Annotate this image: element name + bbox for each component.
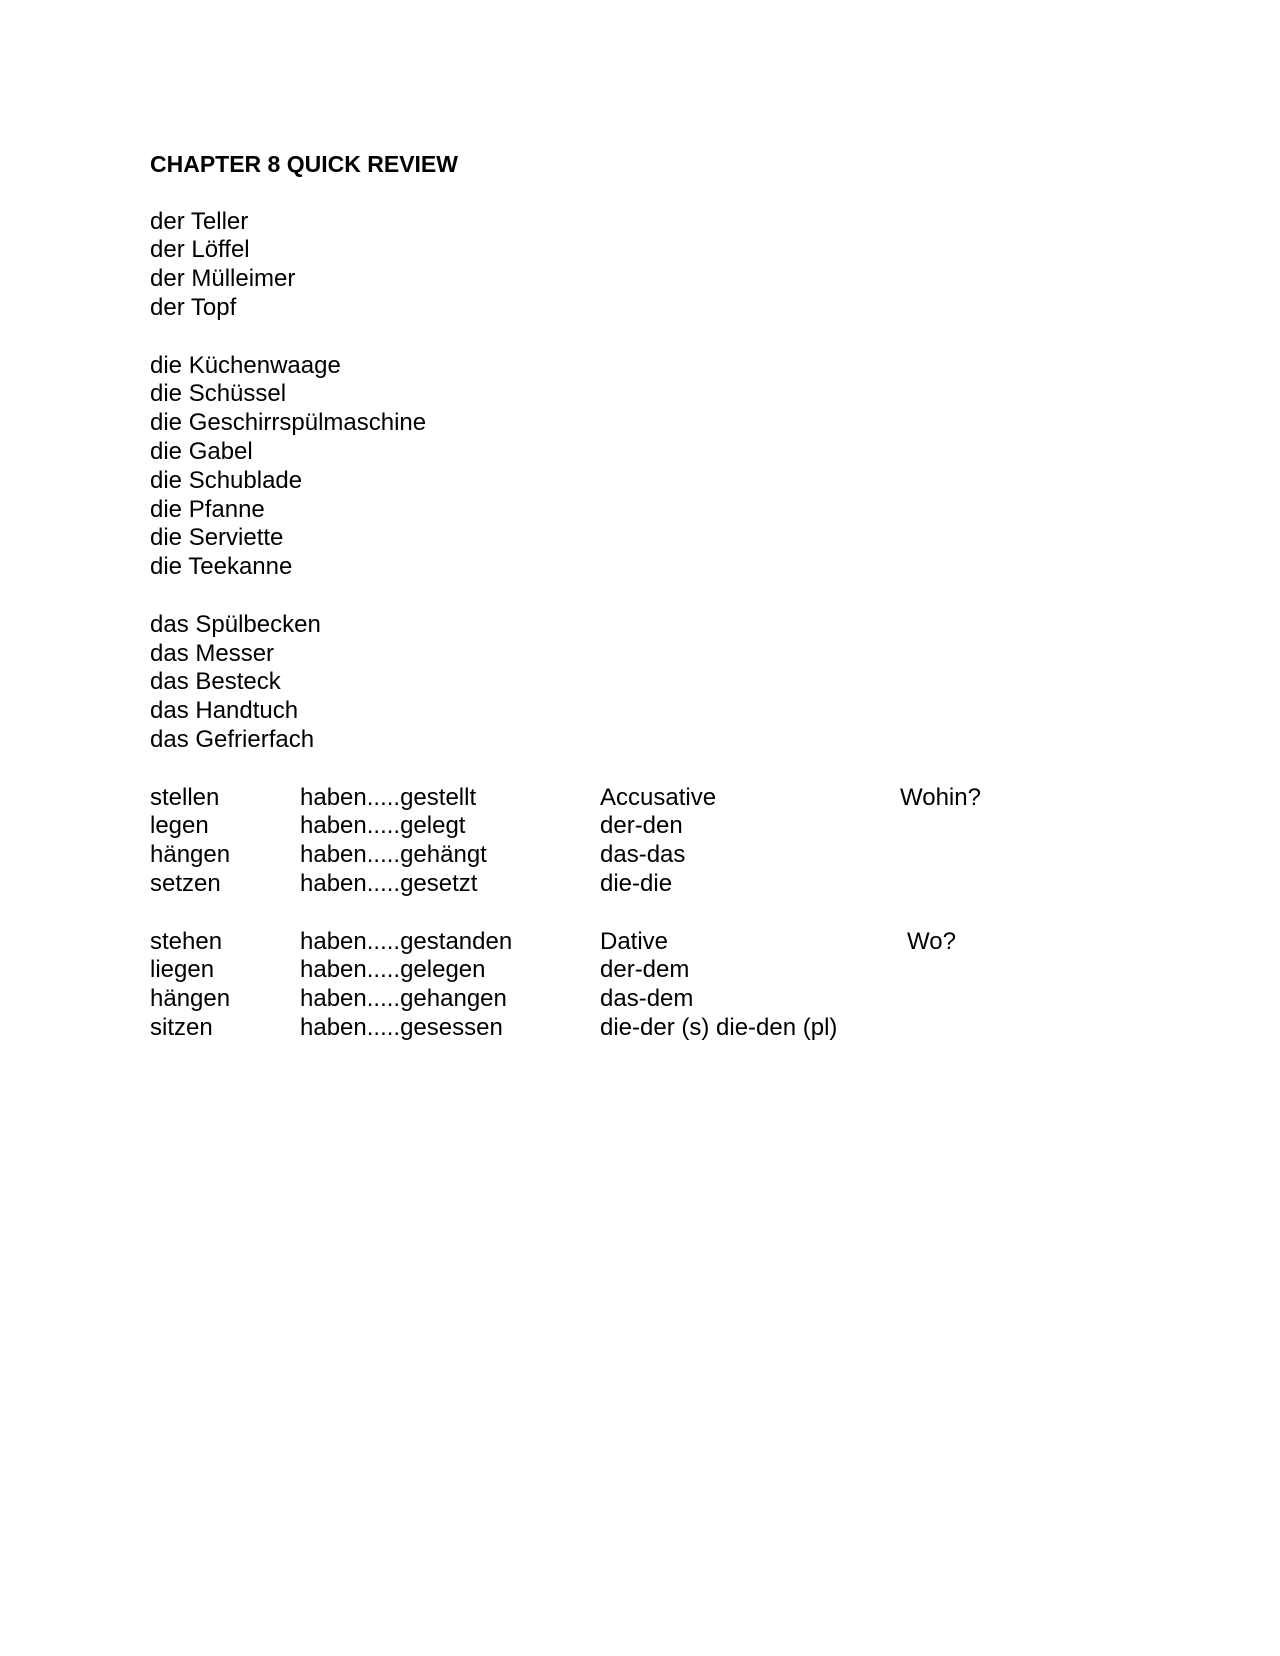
table-row xyxy=(150,841,1050,870)
table-row xyxy=(150,870,1050,899)
verb-cell: liegen xyxy=(150,956,215,984)
question-cell xyxy=(900,870,1050,899)
verb-cell: stehen xyxy=(150,927,223,955)
verb-cell: setzen xyxy=(150,869,221,897)
masculine-noun-list xyxy=(150,208,1150,323)
list-item: das Handtuch xyxy=(150,697,299,725)
verb-cell: hängen xyxy=(150,985,231,1013)
accusative-verb-table xyxy=(150,784,1050,899)
case-cell: Accusative xyxy=(600,783,717,811)
list-item: die Schüssel xyxy=(150,380,287,408)
table-row xyxy=(150,956,1057,985)
list-item: der Topf xyxy=(150,293,237,321)
question-cell xyxy=(900,841,1050,870)
list-item: der Mülleimer xyxy=(150,265,296,293)
perfect-cell: haben.....gestellt xyxy=(300,783,477,811)
verb-cell: stellen xyxy=(150,783,220,811)
case-cell: das-dem xyxy=(600,985,694,1013)
question-cell: Wohin? xyxy=(900,783,981,811)
feminine-noun-list xyxy=(150,352,1150,582)
list-item: die Küchenwaage xyxy=(150,351,341,379)
neuter-noun-list xyxy=(150,611,1150,755)
table-row xyxy=(150,812,1050,841)
list-item: die Geschirrspülmaschine xyxy=(150,409,427,437)
list-item: die Serviette xyxy=(150,524,284,552)
list-item: das Besteck xyxy=(150,668,281,696)
list-item: das Spülbecken xyxy=(150,610,321,638)
table-row xyxy=(150,985,1057,1014)
verb-cell: sitzen xyxy=(150,1013,213,1041)
perfect-cell: haben.....gesetzt xyxy=(300,869,478,897)
perfect-cell: haben.....gelegt xyxy=(300,812,466,840)
question-cell xyxy=(900,1014,1057,1043)
list-item: die Gabel xyxy=(150,437,253,465)
case-cell: der-dem xyxy=(600,956,690,984)
perfect-cell: haben.....gesessen xyxy=(300,1013,503,1041)
table-row xyxy=(150,784,1050,813)
document-page xyxy=(150,150,1150,1043)
table-row xyxy=(150,928,1057,957)
perfect-cell: haben.....gehängt xyxy=(300,841,487,869)
list-item: das Gefrierfach xyxy=(150,725,315,753)
question-cell xyxy=(900,956,1057,985)
case-cell: Dative xyxy=(600,927,669,955)
perfect-cell: haben.....gestanden xyxy=(300,927,513,955)
dative-verb-table xyxy=(150,928,1057,1043)
case-cell: die-der (s) die-den (pl) xyxy=(600,1013,838,1041)
table-row xyxy=(150,1014,1057,1043)
verb-cell: hängen xyxy=(150,841,231,869)
question-cell xyxy=(900,985,1057,1014)
list-item: der Löffel xyxy=(150,236,250,264)
verb-cell: legen xyxy=(150,812,209,840)
list-item: die Pfanne xyxy=(150,495,265,523)
perfect-cell: haben.....gelegen xyxy=(300,956,486,984)
page-title: CHAPTER 8 QUICK REVIEW xyxy=(150,151,458,177)
list-item: die Schublade xyxy=(150,466,303,494)
question-cell xyxy=(900,812,1050,841)
case-cell: die-die xyxy=(600,869,673,897)
list-item: die Teekanne xyxy=(150,553,293,581)
list-item: das Messer xyxy=(150,639,275,667)
perfect-cell: haben.....gehangen xyxy=(300,985,507,1013)
question-cell: Wo? xyxy=(907,927,956,955)
case-cell: der-den xyxy=(600,812,683,840)
list-item: der Teller xyxy=(150,207,249,235)
case-cell: das-das xyxy=(600,841,686,869)
